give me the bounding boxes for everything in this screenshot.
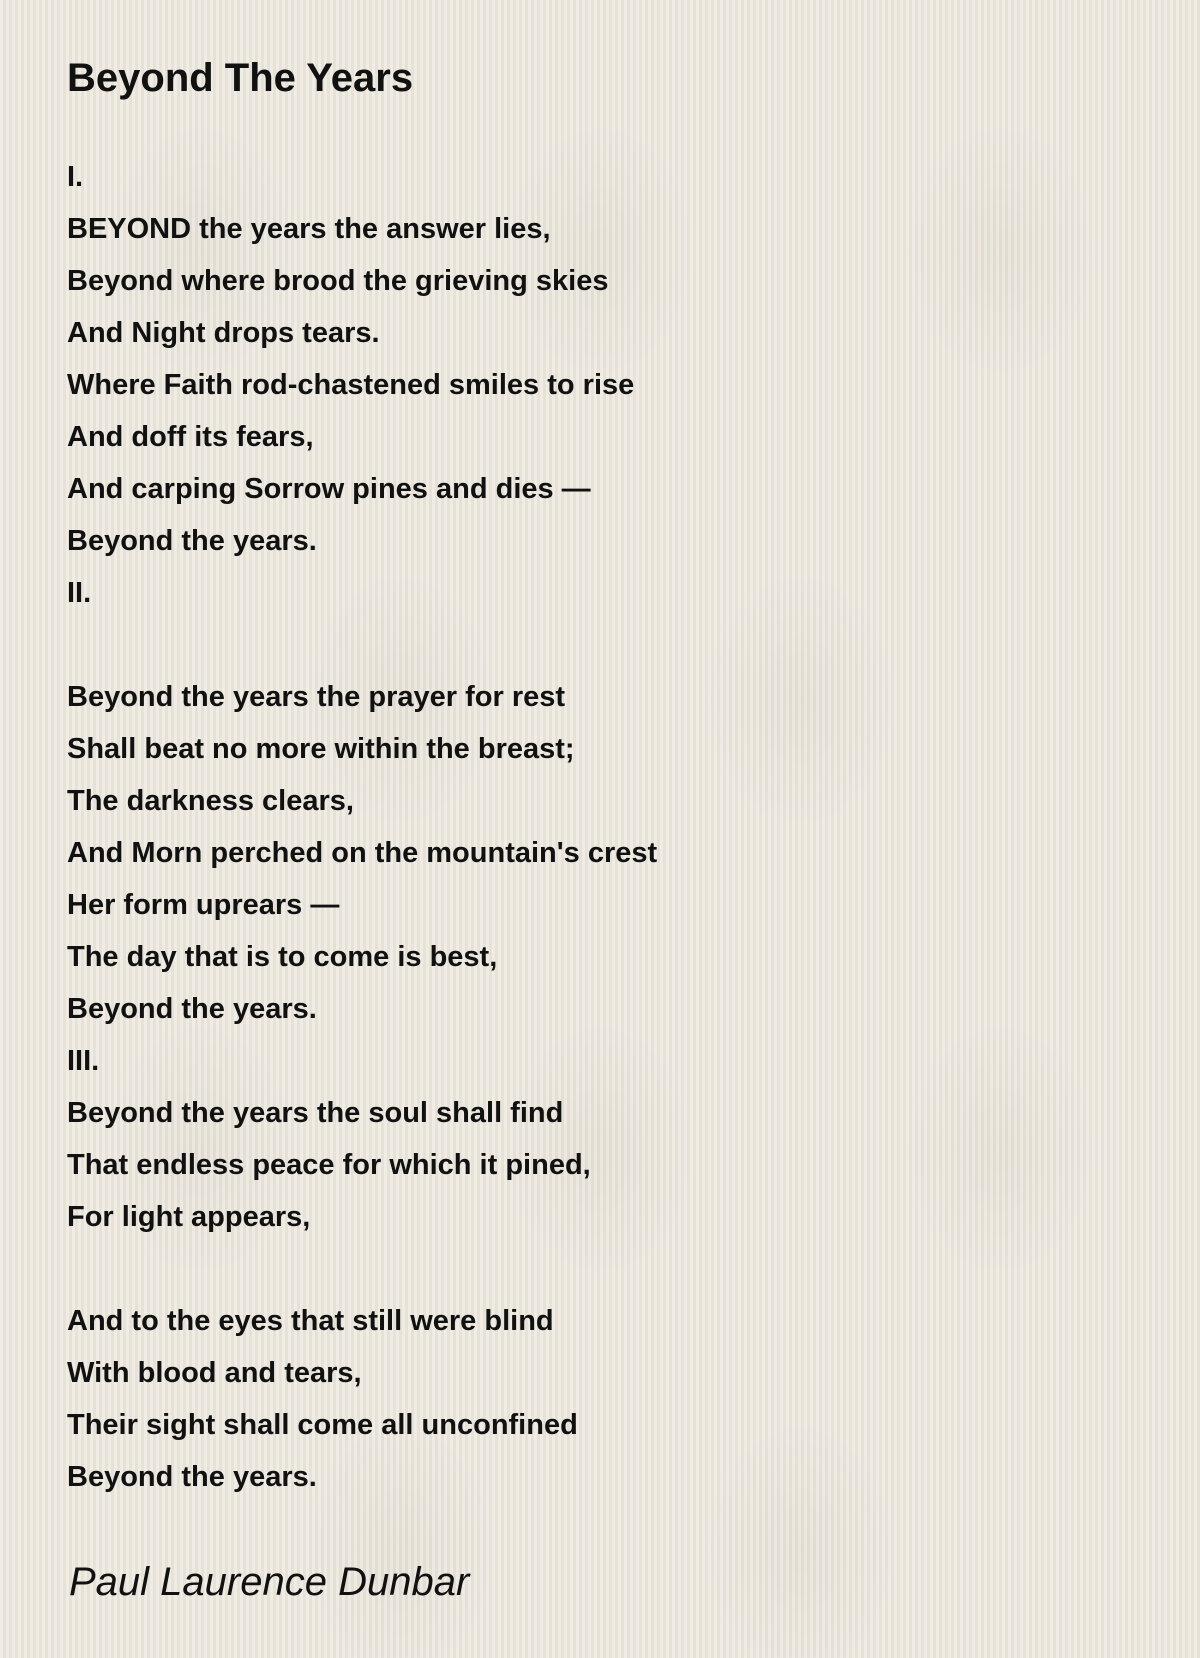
poem-author: Paul Laurence Dunbar xyxy=(69,1560,470,1604)
poem-line: BEYOND the years the answer lies, xyxy=(67,213,551,245)
poem-title: Beyond The Years xyxy=(67,56,414,100)
poem-body xyxy=(67,151,657,1503)
poem-line: And doff its fears, xyxy=(67,421,314,453)
poem-line: Beyond the years the prayer for rest xyxy=(67,681,566,713)
poem-line: With blood and tears, xyxy=(67,1357,362,1389)
poem-line: Her form uprears — xyxy=(67,889,340,921)
poem-line: Beyond where brood the grieving skies xyxy=(67,265,609,297)
poem-line: That endless peace for which it pined, xyxy=(67,1149,591,1181)
blank-line xyxy=(67,1243,657,1295)
poem-line: Their sight shall come all unconfined xyxy=(67,1409,578,1441)
poem-line: II. xyxy=(67,577,92,609)
poem-line: Beyond the years. xyxy=(67,993,317,1025)
poem-line: And to the eyes that still were blind xyxy=(67,1305,554,1337)
poem-line: The day that is to come is best, xyxy=(67,941,498,973)
poem-line: Beyond the years. xyxy=(67,1461,317,1493)
poem-line: And carping Sorrow pines and dies — xyxy=(67,473,591,505)
poem-line: Beyond the years the soul shall find xyxy=(67,1097,564,1129)
poem-line: Shall beat no more within the breast; xyxy=(67,733,575,765)
poem-line: And Night drops tears. xyxy=(67,317,380,349)
poem-line: I. xyxy=(67,161,84,193)
poem-line: For light appears, xyxy=(67,1201,311,1233)
blank-line xyxy=(67,619,657,671)
poem-line: And Morn perched on the mountain's crest xyxy=(67,837,658,869)
poem-line: III. xyxy=(67,1045,100,1077)
poem-line: The darkness clears, xyxy=(67,785,354,817)
poem-line: Where Faith rod-chastened smiles to rise xyxy=(67,369,635,401)
poem-line: Beyond the years. xyxy=(67,525,317,557)
